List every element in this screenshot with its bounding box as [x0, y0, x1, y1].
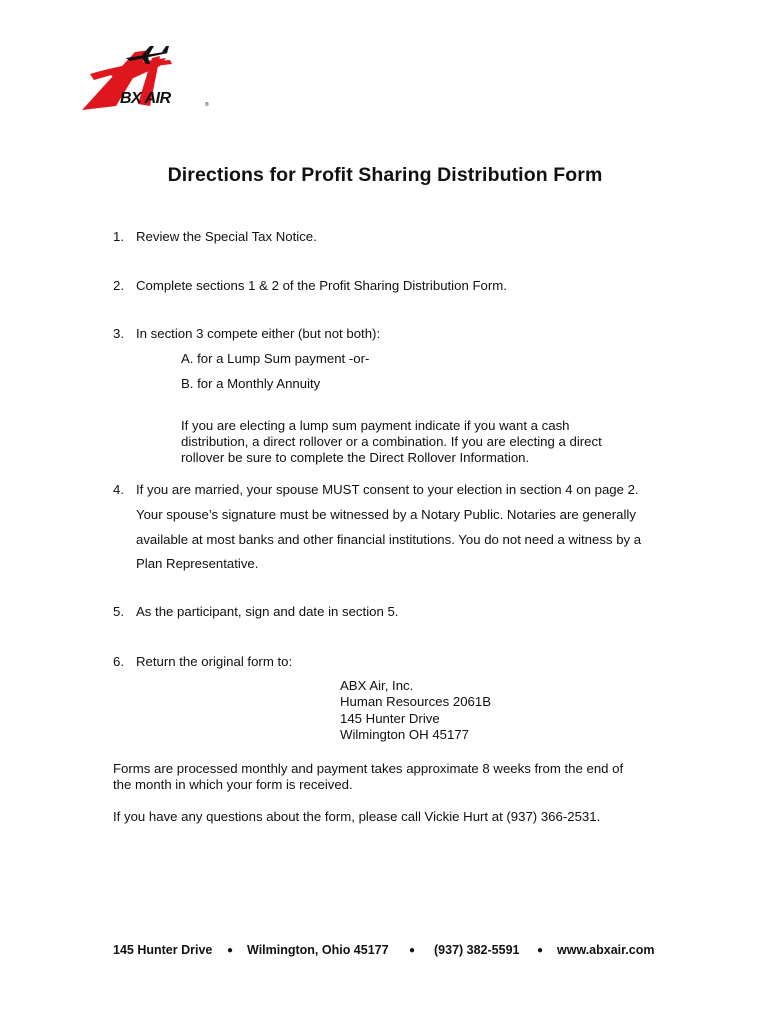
processing-line-1: Forms are processed monthly and payment takes approximate 8 weeks from the end of — [113, 761, 624, 776]
step-3-note-line-3: rollover be sure to complete the Direct Rollover Information. — [181, 450, 530, 465]
footer-phone: (937) 382-5591 — [434, 943, 520, 957]
step-3-note-line-2: distribution, a direct rollover or a combination. If you are electing a direct — [181, 434, 602, 449]
step-4-line-1: If you are married, your spouse MUST consent to your election in section 4 on page 2. — [136, 482, 639, 497]
logo-text: BX AIR — [120, 90, 171, 107]
return-address-line-2: Human Resources 2061B — [340, 694, 492, 709]
footer-website: www.abxair.com — [557, 943, 655, 957]
footer-city: Wilmington, Ohio 45177 — [247, 943, 389, 957]
registered-mark: ® — [205, 102, 209, 108]
step-3-option-b: B. for a Monthly Annuity — [181, 376, 321, 391]
step-1-text: Review the Special Tax Notice. — [136, 229, 317, 244]
step-4-line-3: available at most banks and other financial institutions. You do not need a witness by a — [136, 532, 642, 547]
step-1-number: 1. — [113, 229, 124, 244]
questions-text: If you have any questions about the form, please call Vickie Hurt at (937) 366-2531. — [113, 809, 601, 824]
step-2-number: 2. — [113, 278, 124, 293]
step-2-text: Complete sections 1 & 2 of the Profit Sharing Distribution Form. — [136, 278, 507, 293]
step-3-number: 3. — [113, 326, 124, 341]
footer-bullet-icon: ● — [409, 945, 416, 956]
footer-bullet-icon: ● — [227, 945, 234, 956]
step-3-text: In section 3 compete either (but not both): — [136, 326, 381, 341]
step-3-option-a: A. for a Lump Sum payment -or- — [181, 351, 370, 366]
step-6-text: Return the original form to: — [136, 654, 293, 669]
step-4-number: 4. — [113, 482, 124, 497]
step-6-number: 6. — [113, 654, 124, 669]
processing-line-2: the month in which your form is received. — [113, 777, 353, 792]
footer — [0, 943, 770, 961]
abx-air-logo — [80, 44, 220, 120]
step-5-number: 5. — [113, 604, 124, 619]
step-3-note-line-1: If you are electing a lump sum payment indicate if you want a cash — [181, 418, 570, 433]
return-address-line-4: Wilmington OH 45177 — [340, 727, 470, 742]
abx-logo-mark-icon — [80, 44, 220, 120]
footer-address: 145 Hunter Drive — [113, 943, 213, 957]
return-address-line-3: 145 Hunter Drive — [340, 711, 440, 726]
step-4-line-2: Your spouse’s signature must be witnessed by a Notary Public. Notaries are generally — [136, 507, 636, 522]
step-5-text: As the participant, sign and date in section 5. — [136, 604, 399, 619]
step-4-line-4: Plan Representative. — [136, 556, 259, 571]
page-title: Directions for Profit Sharing Distribution Form — [167, 164, 603, 186]
return-address-line-1: ABX Air, Inc. — [340, 678, 414, 693]
footer-bullet-icon: ● — [537, 945, 544, 956]
